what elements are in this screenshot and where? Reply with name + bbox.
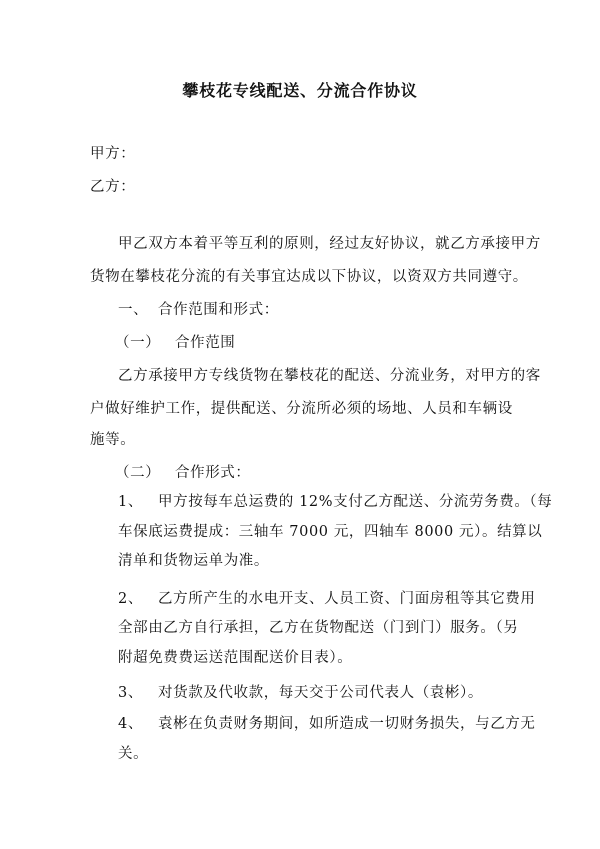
item-3-number: 3、 — [118, 685, 143, 701]
sub-1-number: （一） — [115, 335, 161, 351]
intro-line-2: 货物在攀枝花分流的有关事宜达成以下协议，以资双方共同遵守。 — [90, 269, 528, 285]
item-4-line-1: 袁彬在负责财务期间，如所造成一切财务损失，与乙方无 — [158, 716, 536, 732]
item-1-line-1: 甲方按每车总运费的 12%支付乙方配送、分流劳务费。（每 — [158, 494, 553, 510]
item-2-line-2: 全部由乙方自行承担，乙方在货物配送（门到门）服务。（另 — [118, 620, 519, 636]
sub-1-heading: 合作范围 — [175, 335, 236, 351]
item-4-number: 4、 — [118, 716, 143, 732]
item-3-line-1: 对货款及代收款，每天交于公司代表人（袁彬）。 — [158, 685, 483, 701]
party-a-label: 甲方： — [90, 146, 136, 162]
sub-2-number: （二） — [115, 465, 161, 481]
item-2-line-1: 乙方所产生的水电开支、人员工资、门面房租等其它费用 — [158, 591, 536, 607]
item-2-line-3: 附超免费费运送范围配送价目表）。 — [118, 650, 353, 666]
section-1-heading: 合作范围和形式： — [158, 302, 279, 318]
section-1-number: 一、 — [118, 302, 149, 318]
sub-1-line-2: 户做好维护工作，提供配送、分流所必须的场地、人员和车辆设 — [90, 401, 513, 417]
document-title: 攀枝花专线配送、分流合作协议 — [182, 81, 418, 100]
item-1-line-3: 清单和货物运单为准。 — [118, 553, 269, 569]
sub-1-line-1: 乙方承接甲方专线货物在攀枝花的配送、分流业务，对甲方的客 — [118, 368, 541, 384]
intro-line-1: 甲乙双方本着平等互利的原则，经过友好协议，就乙方承接甲方 — [118, 236, 541, 252]
sub-2-heading: 合作形式： — [175, 465, 251, 481]
item-2-number: 2、 — [118, 591, 143, 607]
party-b-label: 乙方： — [90, 179, 136, 195]
item-1-number: 1、 — [118, 494, 143, 510]
sub-1-line-3: 施等。 — [90, 432, 136, 448]
item-1-line-2: 车保底运费提成：三轴车 7000 元，四轴车 8000 元）。结算以 — [118, 524, 543, 540]
item-4-line-2: 关。 — [118, 746, 149, 762]
